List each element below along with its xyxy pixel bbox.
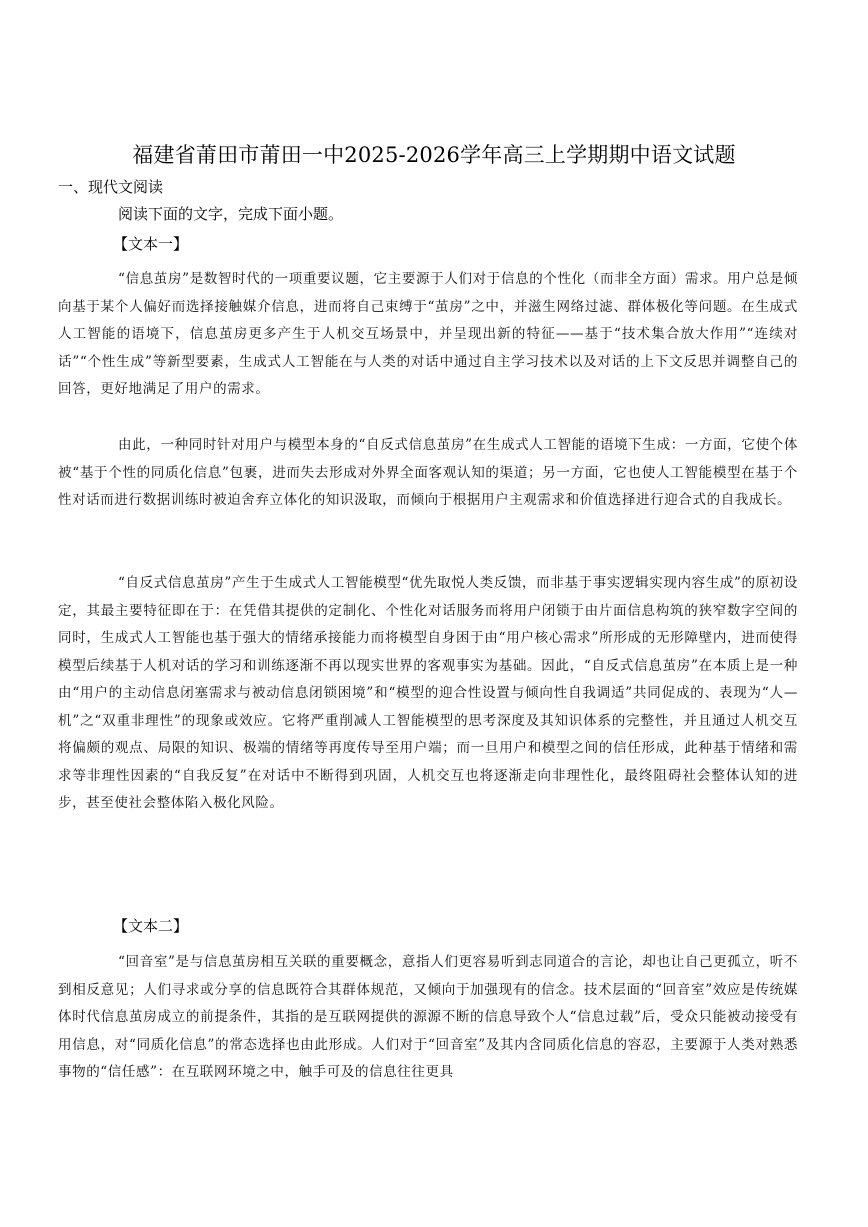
text2-label: 【文本二】 [113,917,189,935]
text1-paragraph-3: “自反式信息茧房”产生于生成式人工智能模型“优先取悦人类反馈，而非基于事实逻辑实现内容生成”的原初设定，其最主要特征即在于：在凭借其提供的定制化、个性化对话服务而将用户闭锁于由片面信息构筑的狭窄数字空间的同时，生成式人工智能也基于强大的情绪承接能力而将模型自身困于由“用户核心需求”所形成的无形障壁内，进而使得模型后续基于人机对话的学习和训练逐渐不再以现实世界的客观事实为基础。因此，“自反式信息茧房”在本质上是一种由“用户的主动信息闭塞需求与被动信息闭锁困境”和“模型的迎合性设置与倾向性自我调适”共同促成的、表现为“人—机”之“双重非理性”的现象或效应。它将严重削减人工智能模型的思考深度及其知识体系的完整性，并且通过人机交互将偏颇的观点、局限的知识、极端的情绪等再度传导至用户端；而一旦用户和模型之间的信任形成，此种基于情绪和需求等非理性因素的“自我反复”在对话中不断得到巩固，人机交互也将逐渐走向非理性化，最终阻碍社会整体认知的进步，甚至使社会整体陷入极化风险。 [58,575,798,811]
reading-instruction: 阅读下面的文字，完成下面小题。 [118,205,344,223]
text1-paragraph-2: 由此，一种同时针对用户与模型本身的“自反式信息茧房”在生成式人工智能的语境下生成：一方面，它使个体被“基于个性的同质化信息”包裹，进而失去形成对外界全面客观认知的渠道；另一方面，它也使人工智能模型在基于个性对话而进行数据训练时被迫舍弃立体化的知识汲取，而倾向于根据用户主观需求和价值选择进行迎合式的自我成长。 [58,437,798,508]
text1-label: 【文本一】 [113,235,189,253]
text1-paragraph-1: “信息茧房”是数智时代的一项重要议题，它主要源于人们对于信息的个性化（而非全方面）需求。用户总是倾向基于某个人偏好而选择接触媒介信息，进而将自己束缚于“茧房”之中，并滋生网络过滤、群体极化等问题。在生成式人工智能的语境下，信息茧房更多产生于人机交互场景中，并呈现出新的特征——基于“技术集合放大作用”“连续对话”“个性生成”等新型要素，生成式人工智能在与人类的对话中通过自主学习技术以及对话的上下文反思并调整自己的回答，更好地满足了用户的需求。 [58,271,798,397]
document-title: 福建省莆田市莆田一中2025-2026学年高三上学期期中语文试题 [132,143,736,167]
section-heading: 一、现代文阅读 [58,178,164,196]
text2-paragraph-1: “回音室”是与信息茧房相互关联的重要概念，意指人们更容易听到志同道合的言论，却也让自己更孤立，听不到相反意见；人们寻求或分享的信息既符合其群体规范，又倾向于加强现有的信念。技术层面的“回音室”效应是传统媒体时代信息茧房成立的前提条件，其指的是互联网提供的源源不断的信息导致个人“信息过载”后，受众只能被动接受有用信息，对“同质化信息”的常态选择也由此形成。人们对于“回音室”及其内含同质化信息的容忍，主要源于人类对熟悉事物的“信任感”：在互联网环境之中，触手可及的信息往往更具 [58,954,798,1080]
